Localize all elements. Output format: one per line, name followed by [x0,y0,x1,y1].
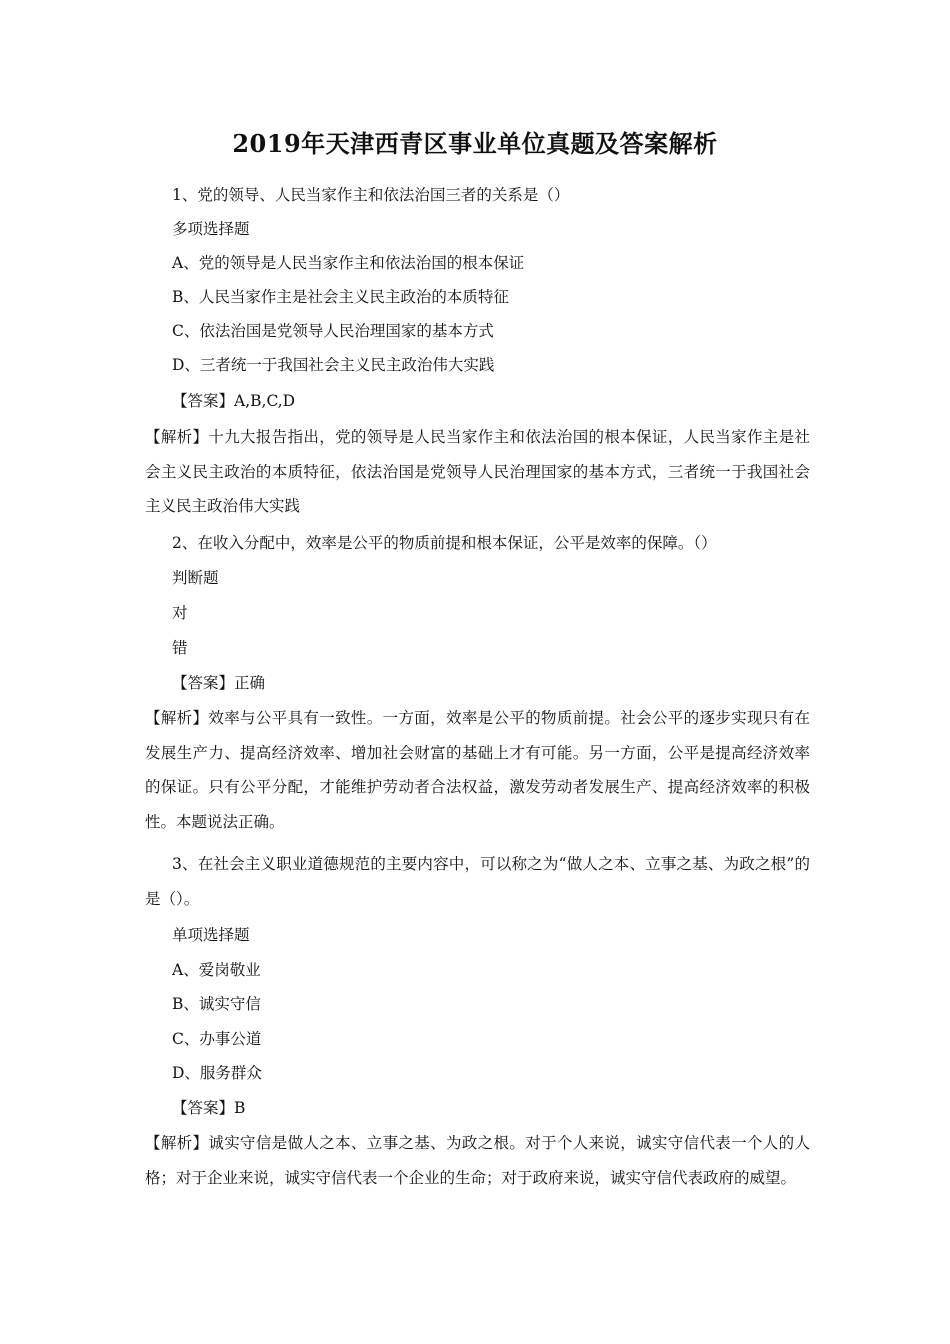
question-3-stem: 3、在社会主义职业道德规范的主要内容中，可以称之为“做人之本、立事之基、为政之根”的是（）。 [145,855,810,908]
question-1-option-b: B、人民当家作主是社会主义民主政治的本质特征 [172,288,509,306]
question-3-option-c: C、办事公道 [172,1030,262,1048]
question-2-option-true: 对 [172,604,188,622]
question-3-option-b: B、诚实守信 [172,995,261,1013]
question-3-analysis: 【解析】诚实守信是做人之本、立事之基、为政之根。对于个人来说，诚实守信代表一个人的人格；对于企业来说，诚实守信代表一个企业的生命；对于政府来说，诚实守信代表政府的威望。 [145,1134,810,1187]
question-2-answer: 【答案】正确 [172,674,266,692]
question-1-answer: 【答案】A,B,C,D [172,392,296,410]
question-3-option-a: A、爱岗敬业 [172,961,261,979]
question-2-option-false: 错 [172,639,188,657]
question-2-stem: 2、在收入分配中，效率是公平的物质前提和根本保证，公平是效率的保障。（） [172,534,717,552]
question-3-type: 单项选择题 [172,926,250,944]
question-1-option-c: C、依法治国是党领导人民治理国家的基本方式 [172,322,494,340]
question-1-option-d: D、三者统一于我国社会主义民主政治伟大实践 [172,356,495,374]
question-3-option-d: D、服务群众 [172,1064,262,1082]
question-1-analysis: 【解析】十九大报告指出，党的领导是人民当家作主和依法治国的根本保证，人民当家作主是社会主义民主政治的本质特征，依法治国是党领导人民治理国家的基本方式，三者统一于我国社会主义民主政治伟大实践 [145,428,810,515]
question-1-type: 多项选择题 [172,220,250,238]
question-2-analysis: 【解析】效率与公平具有一致性。一方面，效率是公平的物质前提。社会公平的逐步实现只有在发展生产力、提高经济效率、增加社会财富的基础上才有可能。另一方面，公平是提高经济效率的保证。只有公平分配，才能维护劳动者合法权益，激发劳动者发展生产、提高经济效率的积极性。本题说法正确。 [145,709,810,831]
question-3-answer: 【答案】B [172,1099,246,1117]
question-1-stem: 1、党的领导、人民当家作主和依法治国三者的关系是（） [172,186,570,204]
question-1-option-a: A、党的领导是人民当家作主和依法治国的根本保证 [172,254,525,272]
page-title: 2019年天津西青区事业单位真题及答案解析 [232,129,718,158]
question-2-type: 判断题 [172,569,219,587]
